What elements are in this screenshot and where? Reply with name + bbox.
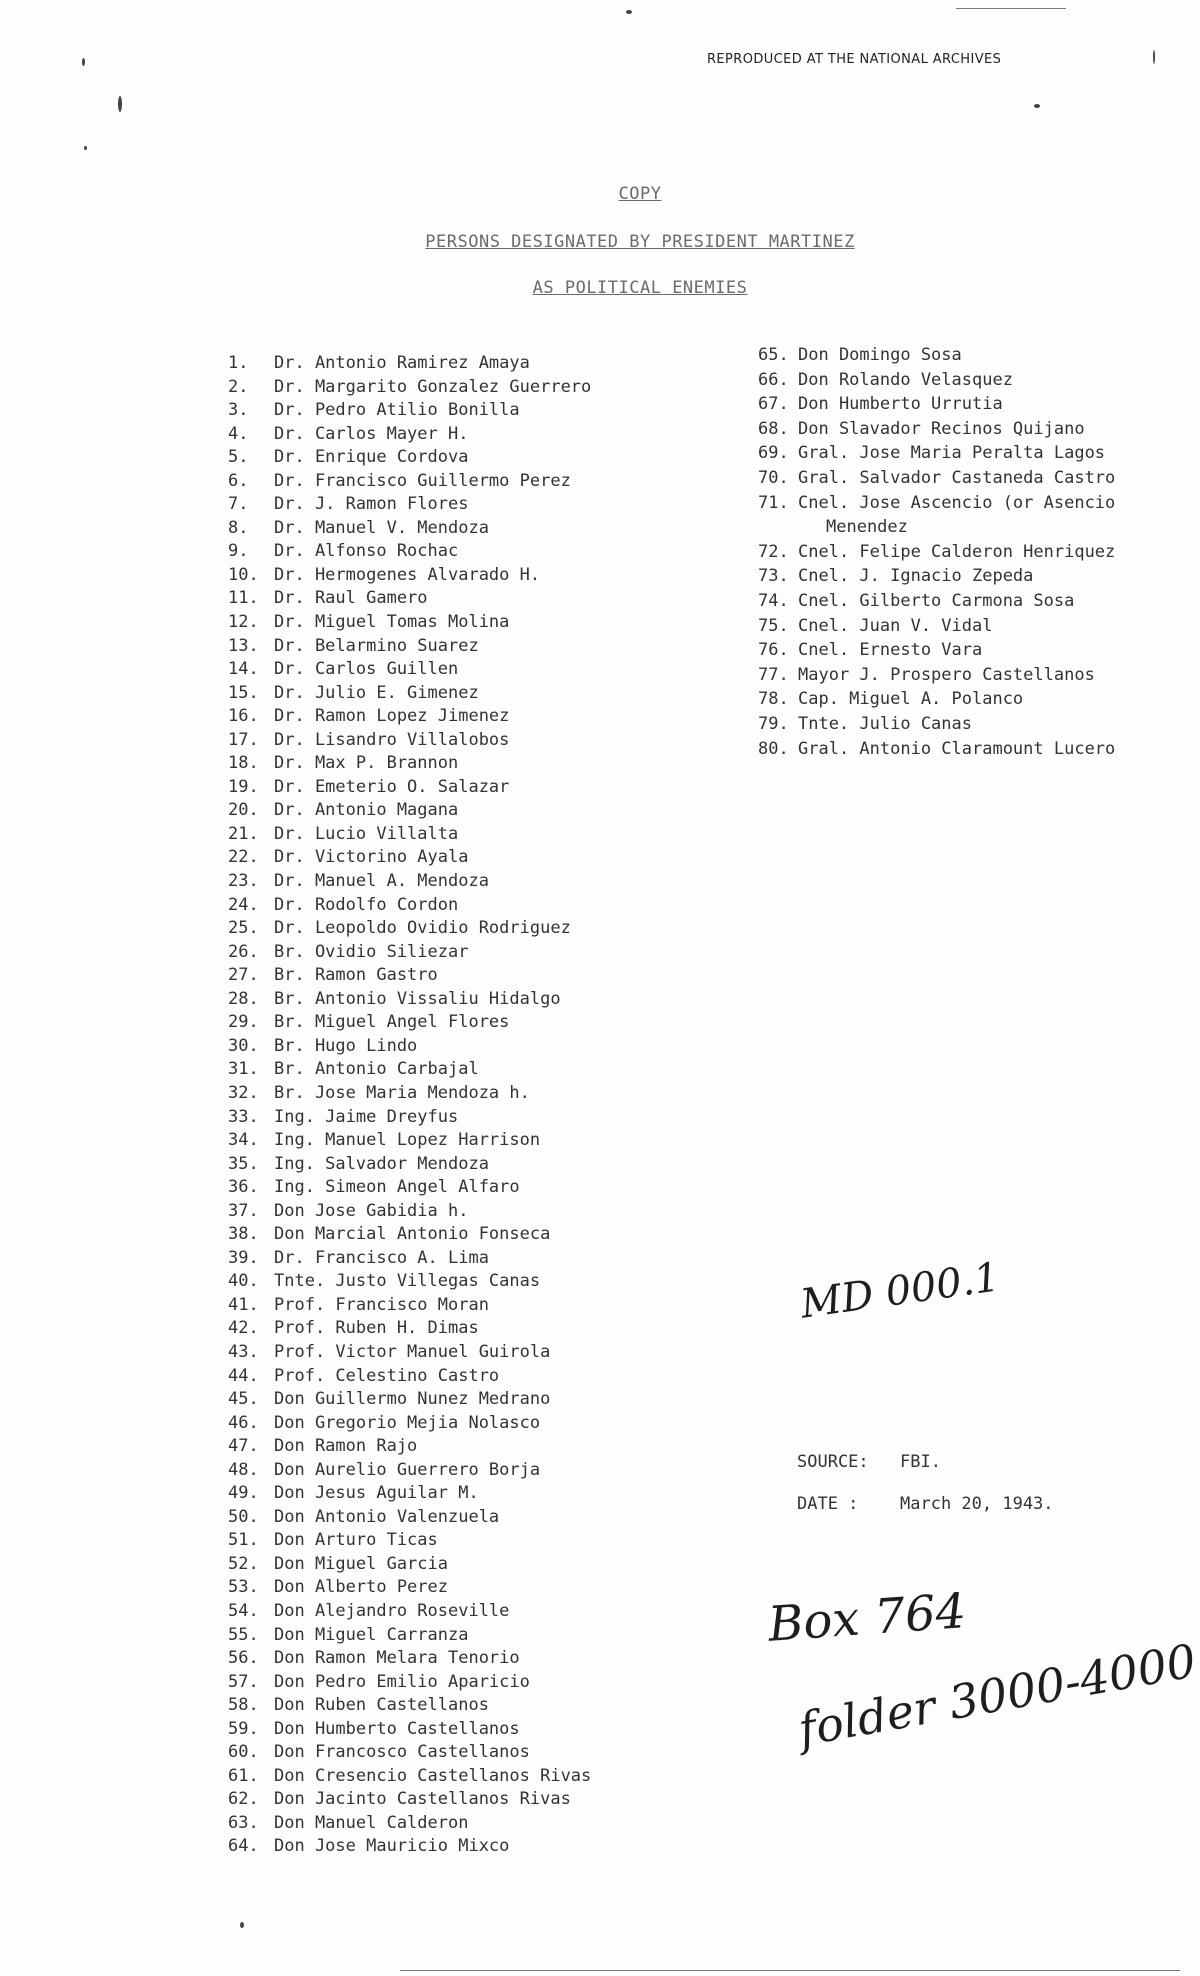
- list-item: [228, 705, 591, 729]
- entry-number: 11.: [228, 588, 259, 609]
- entry-number: 77.: [758, 664, 789, 685]
- entry-name: Don Aurelio Guerrero Borja: [274, 1459, 541, 1480]
- source-line: [797, 1452, 941, 1472]
- list-item: [228, 493, 591, 517]
- entry-number: 67.: [758, 394, 789, 415]
- list-item: [228, 988, 591, 1012]
- entry-number: 19.: [228, 776, 259, 797]
- entry-name: Don Humberto Castellanos: [274, 1718, 520, 1739]
- entry-number: 38.: [228, 1224, 259, 1245]
- entry-name: Dr. Manuel V. Mendoza: [274, 517, 489, 538]
- entry-name: Don Miguel Carranza: [274, 1624, 469, 1645]
- list-item: [228, 894, 591, 918]
- entry-name: Dr. Francisco Guillermo Perez: [274, 470, 571, 491]
- entry-number: 46.: [228, 1412, 259, 1433]
- entry-name: Don Francosco Castellanos: [274, 1742, 530, 1763]
- entry-number: 37.: [228, 1200, 259, 1221]
- entry-number: 29.: [228, 1012, 259, 1033]
- entry-name: Dr. Manuel A. Mendoza: [274, 871, 489, 892]
- entry-name: Br. Hugo Lindo: [274, 1035, 418, 1056]
- entry-name: Don Jose Gabidia h.: [274, 1200, 469, 1221]
- entry-number: 70.: [758, 467, 789, 488]
- list-item: [758, 737, 1188, 762]
- scan-speck: [1153, 50, 1155, 64]
- list-item: [228, 729, 591, 753]
- entry-number: 45.: [228, 1389, 259, 1410]
- document-title: PERSONS DESIGNATED BY PRESIDENT MARTINEZ: [425, 232, 855, 252]
- entry-number: 73.: [758, 566, 789, 587]
- entry-name: Don Pedro Emilio Aparicio: [274, 1671, 530, 1692]
- list-item: [228, 470, 591, 494]
- list-item: [228, 776, 591, 800]
- list-item: [228, 352, 591, 376]
- entry-number: 24.: [228, 894, 259, 915]
- entry-name: Ing. Manuel Lopez Harrison: [274, 1130, 541, 1151]
- entry-number: 65.: [758, 345, 789, 365]
- list-item: [228, 870, 591, 894]
- entry-number: 32.: [228, 1082, 259, 1103]
- entry-name: Don Jacinto Castellanos Rivas: [274, 1789, 571, 1810]
- list-item: [758, 638, 1188, 663]
- entry-name: Gral. Salvador Castaneda Castro: [798, 467, 1116, 488]
- list-item: [228, 1200, 591, 1224]
- list-item: [228, 1576, 591, 1600]
- entry-number: 15.: [228, 682, 259, 703]
- list-item: [228, 1270, 591, 1294]
- list-item: [228, 1035, 591, 1059]
- entry-number: 69.: [758, 443, 789, 464]
- entry-name: Dr. Francisco A. Lima: [274, 1247, 489, 1268]
- entry-name: Dr. Alfonso Rochac: [274, 541, 459, 562]
- handwritten-folder-number: folder 3000-4000: [794, 1633, 1200, 1757]
- entry-number: 74.: [758, 590, 789, 611]
- list-item: [758, 392, 1188, 417]
- entry-name: Gral. Antonio Claramount Lucero: [798, 738, 1116, 759]
- entry-name: Don Jesus Aguilar M.: [274, 1483, 479, 1504]
- entry-name: Br. Ramon Gastro: [274, 965, 438, 986]
- list-item: [228, 1435, 591, 1459]
- entry-number: 31.: [228, 1059, 259, 1080]
- entry-number: 79.: [758, 713, 789, 734]
- entry-number: 36.: [228, 1177, 259, 1198]
- date-line: [797, 1494, 1054, 1514]
- scan-speck: [1034, 104, 1040, 108]
- list-item: [228, 517, 591, 541]
- list-item: [228, 1153, 591, 1177]
- list-item: [228, 1718, 591, 1742]
- list-item: [758, 687, 1188, 712]
- entry-number: 55.: [228, 1624, 259, 1645]
- document-subtitle: AS POLITICAL ENEMIES: [532, 278, 748, 298]
- entry-name: Dr. Raul Gamero: [274, 588, 428, 609]
- scan-edge-top: [956, 8, 1066, 9]
- entry-name: Cnel. Jose Ascencio (or Asencio: [798, 492, 1116, 513]
- entry-number: 10.: [228, 564, 259, 585]
- entry-name: Don Guillermo Nunez Medrano: [274, 1389, 551, 1410]
- list-item: [228, 1294, 591, 1318]
- entry-name: Dr. Antonio Ramirez Amaya: [274, 353, 530, 373]
- entry-number: 56.: [228, 1648, 259, 1669]
- list-item: [228, 1365, 591, 1389]
- list-item: [228, 1129, 591, 1153]
- entry-name: Br. Miguel Angel Flores: [274, 1012, 510, 1033]
- entry-number: 52.: [228, 1553, 259, 1574]
- list-item: [228, 1082, 591, 1106]
- entry-number: 58.: [228, 1695, 259, 1716]
- list-item: [228, 423, 591, 447]
- entry-name: Mayor J. Prospero Castellanos: [798, 664, 1095, 685]
- list-item: [228, 1011, 591, 1035]
- entry-name: Dr. Antonio Magana: [274, 800, 459, 821]
- list-item: [758, 614, 1188, 639]
- list-item: [758, 540, 1188, 565]
- entry-name: Don Humberto Urrutia: [798, 394, 1003, 415]
- entry-name: Cnel. Ernesto Vara: [798, 640, 983, 661]
- entry-number: 7.: [228, 494, 249, 515]
- date-label: DATE :: [797, 1494, 859, 1514]
- entry-name: Prof. Victor Manuel Guirola: [274, 1341, 551, 1362]
- entry-number: 63.: [228, 1812, 259, 1833]
- entry-number: 68.: [758, 418, 789, 439]
- entry-name: Cnel. J. Ignacio Zepeda: [798, 566, 1034, 587]
- handwritten-file-number: MD 000.1: [797, 1254, 1003, 1328]
- entry-name: Don Ruben Castellanos: [274, 1695, 489, 1716]
- entry-name: Dr. Hermogenes Alvarado H.: [274, 564, 541, 585]
- entry-name: Dr. Enrique Cordova: [274, 447, 469, 468]
- entry-number: 30.: [228, 1035, 259, 1056]
- entry-name: Don Cresencio Castellanos Rivas: [274, 1765, 592, 1786]
- list-item: [228, 564, 591, 588]
- entry-name: Ing. Simeon Angel Alfaro: [274, 1177, 520, 1198]
- entry-number: 47.: [228, 1436, 259, 1457]
- entry-number: 35.: [228, 1153, 259, 1174]
- entry-number: 44.: [228, 1365, 259, 1386]
- list-item: [228, 1412, 591, 1436]
- entry-number: 17.: [228, 729, 259, 750]
- entry-number: 16.: [228, 706, 259, 727]
- list-item: [228, 1671, 591, 1695]
- entry-name: Br. Ovidio Siliezar: [274, 941, 469, 962]
- scan-edge-bottom: [400, 1970, 1180, 1971]
- entry-number: 2.: [228, 376, 249, 397]
- entry-name: Don Slavador Recinos Quijano: [798, 418, 1085, 439]
- entry-number: 75.: [758, 615, 789, 636]
- entry-number: 66.: [758, 369, 789, 390]
- entry-name: Prof. Celestino Castro: [274, 1365, 500, 1386]
- list-item: [228, 1388, 591, 1412]
- entry-name: Dr. Emeterio O. Salazar: [274, 776, 510, 797]
- entry-name: Don Jose Mauricio Mixco: [274, 1836, 510, 1857]
- entry-number: 49.: [228, 1483, 259, 1504]
- entry-number: 62.: [228, 1789, 259, 1810]
- list-item: [228, 1553, 591, 1577]
- list-item: [228, 846, 591, 870]
- entry-number: 59.: [228, 1718, 259, 1739]
- source-label: SOURCE:: [797, 1452, 869, 1472]
- entry-number: 40.: [228, 1271, 259, 1292]
- entry-number: 78.: [758, 689, 789, 710]
- list-item: [228, 1788, 591, 1812]
- list-item: [228, 823, 591, 847]
- list-item: [758, 417, 1188, 442]
- entry-number: 9.: [228, 541, 249, 562]
- entry-name: Dr. Ramon Lopez Jimenez: [274, 706, 510, 727]
- entry-name: Cap. Miguel A. Polanco: [798, 689, 1024, 710]
- entry-continuation: Menendez: [826, 517, 908, 538]
- list-item: [228, 1341, 591, 1365]
- list-item: [228, 964, 591, 988]
- entry-name: Cnel. Gilberto Carmona Sosa: [798, 590, 1075, 611]
- entry-name: Don Ramon Melara Tenorio: [274, 1648, 520, 1669]
- entry-name: Ing. Jaime Dreyfus: [274, 1106, 459, 1127]
- list-item: [228, 399, 591, 423]
- entry-name: Dr. J. Ramon Flores: [274, 494, 469, 515]
- entry-number: 6.: [228, 470, 249, 491]
- entry-number: 21.: [228, 823, 259, 844]
- entry-name: Don Manuel Calderon: [274, 1812, 469, 1833]
- entry-name: Tnte. Julio Canas: [798, 713, 972, 734]
- list-item: [758, 663, 1188, 688]
- entry-name: Don Ramon Rajo: [274, 1436, 418, 1457]
- entry-number: 61.: [228, 1765, 259, 1786]
- scan-speck: [84, 146, 87, 150]
- scan-speck: [118, 96, 122, 112]
- entry-name: Dr. Carlos Mayer H.: [274, 423, 469, 444]
- entry-number: 57.: [228, 1671, 259, 1692]
- entry-number: 76.: [758, 640, 789, 661]
- entry-number: 33.: [228, 1106, 259, 1127]
- list-item: [228, 682, 591, 706]
- list-item: [228, 376, 591, 400]
- list-item: [228, 1835, 591, 1859]
- list-item: [228, 752, 591, 776]
- entry-number: 3.: [228, 400, 249, 421]
- entry-number: 25.: [228, 918, 259, 939]
- entry-number: 50.: [228, 1506, 259, 1527]
- entry-number: 1.: [228, 353, 249, 373]
- entry-number: 23.: [228, 871, 259, 892]
- list-item: [758, 491, 1188, 516]
- entry-name: Dr. Victorino Ayala: [274, 847, 469, 868]
- list-item: [758, 466, 1188, 491]
- entry-name: Ing. Salvador Mendoza: [274, 1153, 489, 1174]
- entry-number: 5.: [228, 447, 249, 468]
- entry-number: 4.: [228, 423, 249, 444]
- list-item: [228, 917, 591, 941]
- list-item: [228, 1529, 591, 1553]
- list-item: [228, 1694, 591, 1718]
- entry-number: 34.: [228, 1130, 259, 1151]
- source-value: FBI.: [900, 1452, 941, 1472]
- entry-name: Dr. Margarito Gonzalez Guerrero: [274, 376, 592, 397]
- list-item: [228, 540, 591, 564]
- scan-speck: [626, 10, 632, 14]
- list-item: [228, 1482, 591, 1506]
- scan-speck: [82, 58, 85, 66]
- entry-name: Cnel. Juan V. Vidal: [798, 615, 993, 636]
- entry-name: Dr. Leopoldo Ovidio Rodriguez: [274, 918, 571, 939]
- entry-name: Don Marcial Antonio Fonseca: [274, 1224, 551, 1245]
- list-item: [758, 343, 1188, 368]
- entry-number: 51.: [228, 1530, 259, 1551]
- list-item: [758, 441, 1188, 466]
- entry-number: 8.: [228, 517, 249, 538]
- entry-name: Tnte. Justo Villegas Canas: [274, 1271, 541, 1292]
- list-item: [758, 564, 1188, 589]
- list-item: [758, 712, 1188, 737]
- entry-name: Dr. Max P. Brannon: [274, 753, 459, 774]
- entry-name: Dr. Julio E. Gimenez: [274, 682, 479, 703]
- names-list-right: [758, 343, 1188, 761]
- entry-number: 20.: [228, 800, 259, 821]
- list-item: [228, 1058, 591, 1082]
- entry-name: Don Rolando Velasquez: [798, 369, 1013, 390]
- scan-speck: [240, 1922, 244, 1928]
- entry-name: Dr. Miguel Tomas Molina: [274, 612, 510, 633]
- entry-name: Dr. Pedro Atilio Bonilla: [274, 400, 520, 421]
- entry-name: Don Antonio Valenzuela: [274, 1506, 500, 1527]
- entry-name: Don Domingo Sosa: [798, 345, 962, 365]
- list-item: [228, 1459, 591, 1483]
- list-item: [228, 799, 591, 823]
- entry-number: 48.: [228, 1459, 259, 1480]
- list-item: [228, 1176, 591, 1200]
- entry-name: Don Gregorio Mejia Nolasco: [274, 1412, 541, 1433]
- entry-number: 28.: [228, 988, 259, 1009]
- entry-name: Cnel. Felipe Calderon Henriquez: [798, 541, 1116, 562]
- list-item: [228, 635, 591, 659]
- list-item: [228, 1106, 591, 1130]
- entry-name: Don Alberto Perez: [274, 1577, 448, 1598]
- list-item: [758, 368, 1188, 393]
- entry-number: 26.: [228, 941, 259, 962]
- list-item: [228, 941, 591, 965]
- entry-name: Br. Antonio Carbajal: [274, 1059, 479, 1080]
- list-item: [228, 658, 591, 682]
- list-item: [228, 1812, 591, 1836]
- list-item: [228, 1624, 591, 1648]
- entry-number: 80.: [758, 738, 789, 759]
- archives-stamp: REPRODUCED AT THE NATIONAL ARCHIVES: [707, 52, 1002, 67]
- entry-name: Gral. Jose Maria Peralta Lagos: [798, 443, 1106, 464]
- list-item: [228, 587, 591, 611]
- entry-number: 18.: [228, 753, 259, 774]
- list-item: [228, 1247, 591, 1271]
- entry-number: 64.: [228, 1836, 259, 1857]
- entry-number: 39.: [228, 1247, 259, 1268]
- entry-name: Dr. Belarmino Suarez: [274, 635, 479, 656]
- entry-number: 22.: [228, 847, 259, 868]
- entry-name: Dr. Lisandro Villalobos: [274, 729, 510, 750]
- handwritten-box-number: Box 764: [766, 1583, 968, 1653]
- entry-name: Dr. Carlos Guillen: [274, 659, 459, 680]
- entry-number: 14.: [228, 659, 259, 680]
- entry-number: 43.: [228, 1341, 259, 1362]
- list-item: [228, 1317, 591, 1341]
- entry-number: 71.: [758, 492, 789, 513]
- date-value: March 20, 1943.: [900, 1494, 1054, 1514]
- entry-name: Dr. Rodolfo Cordon: [274, 894, 459, 915]
- entry-name: Br. Jose Maria Mendoza h.: [274, 1082, 530, 1103]
- entry-number: 41.: [228, 1294, 259, 1315]
- entry-number: 60.: [228, 1742, 259, 1763]
- entry-number: 13.: [228, 635, 259, 656]
- entry-number: 72.: [758, 541, 789, 562]
- list-item: [228, 1600, 591, 1624]
- list-item: [758, 589, 1188, 614]
- copy-heading: COPY: [618, 184, 662, 204]
- entry-number: 42.: [228, 1318, 259, 1339]
- entry-number: 27.: [228, 965, 259, 986]
- entry-name: Dr. Lucio Villalta: [274, 823, 459, 844]
- entry-name: Prof. Francisco Moran: [274, 1294, 489, 1315]
- entry-name: Prof. Ruben H. Dimas: [274, 1318, 479, 1339]
- names-list-left: [228, 352, 591, 1859]
- entry-number: 53.: [228, 1577, 259, 1598]
- list-item: [228, 1765, 591, 1789]
- entry-name: Don Alejandro Roseville: [274, 1600, 510, 1621]
- entry-number: 12.: [228, 612, 259, 633]
- list-item: [228, 611, 591, 635]
- entry-name: Don Miguel Garcia: [274, 1553, 448, 1574]
- entry-number: 54.: [228, 1600, 259, 1621]
- entry-name: Br. Antonio Vissaliu Hidalgo: [274, 988, 561, 1009]
- list-item: [228, 1647, 591, 1671]
- list-item: [228, 1741, 591, 1765]
- list-item: [228, 446, 591, 470]
- entry-name: Don Arturo Ticas: [274, 1530, 438, 1551]
- list-item: [228, 1506, 591, 1530]
- list-item: [228, 1223, 591, 1247]
